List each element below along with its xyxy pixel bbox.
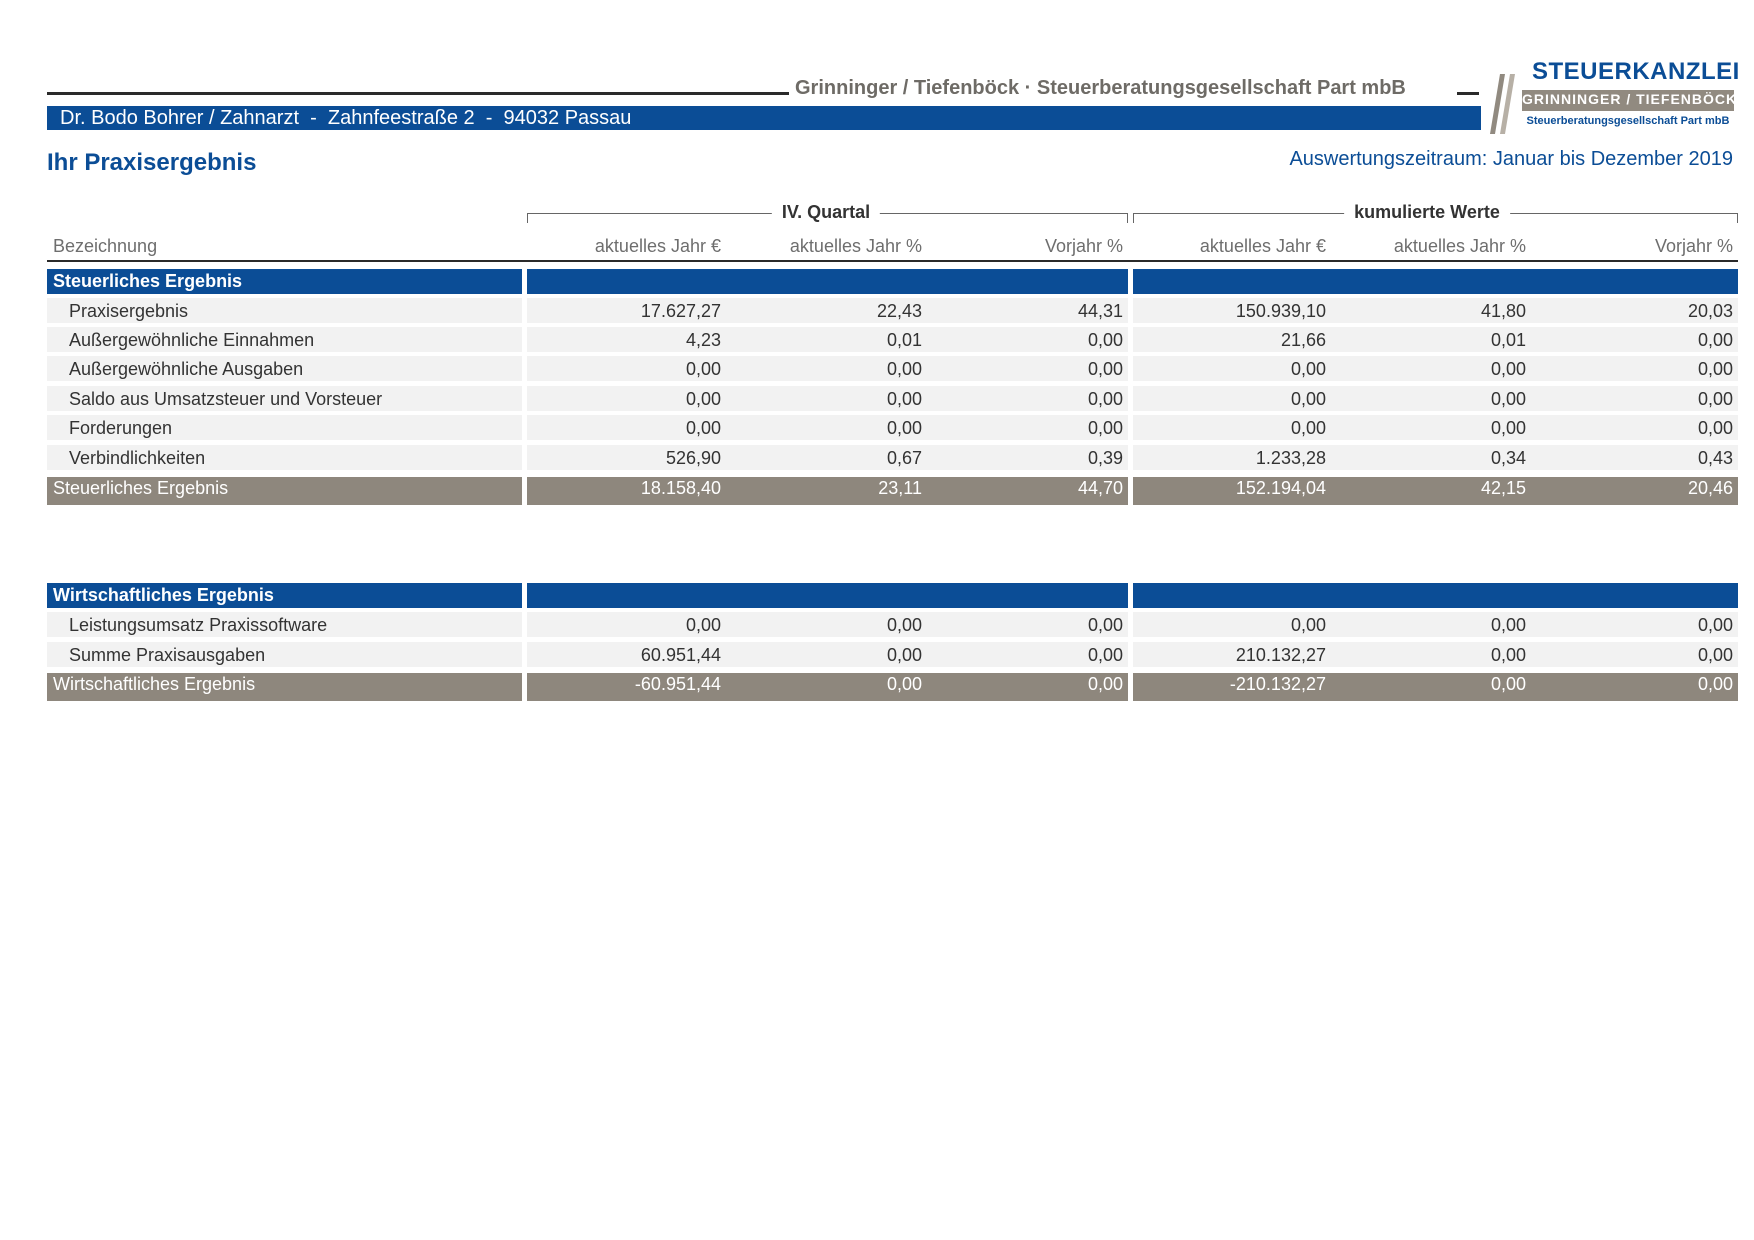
section-title: Steuerliches Ergebnis (53, 271, 243, 291)
header-divider (47, 260, 1738, 262)
cumulative-bracket-left (1133, 213, 1134, 223)
cell-value: 0,00 (685, 418, 721, 438)
total-row-economic (0, 673, 1754, 700)
cell-value: 0,00 (1290, 389, 1326, 409)
cell-value: 0,00 (1490, 389, 1526, 409)
cell-value: 0,00 (1697, 330, 1733, 350)
cell-value: 0,00 (1087, 418, 1123, 438)
row-label: Außergewöhnliche Ausgaben (69, 359, 304, 379)
column-header-cum-current-pct: aktuelles Jahr % (1393, 236, 1526, 256)
cell-value: 22,43 (876, 301, 922, 321)
cell-value: 0,00 (1087, 389, 1123, 409)
cell-value: 0,00 (886, 418, 922, 438)
logo-title: STEUERKANZLEI (1532, 58, 1740, 85)
logo-subtitle: Steuerberatungsgesellschaft Part mbB (1526, 115, 1730, 127)
table-row (0, 386, 1754, 413)
total-value: 42,15 (1480, 478, 1526, 498)
table-row (0, 612, 1754, 639)
total-value: 18.158,40 (640, 478, 721, 498)
quarter-bracket-right (1127, 213, 1128, 223)
cell-value: 0,00 (886, 615, 922, 635)
cell-value: 0,00 (1087, 330, 1123, 350)
cell-value: 0,00 (1087, 615, 1123, 635)
cell-value: 0,00 (685, 389, 721, 409)
cell-value: 0,00 (1290, 418, 1326, 438)
cell-value: 0,00 (685, 615, 721, 635)
cell-value: 41,80 (1480, 301, 1526, 321)
cell-value: 0,00 (1490, 418, 1526, 438)
section-header-tax (0, 269, 1754, 296)
cell-value: 0,43 (1697, 448, 1733, 468)
cell-value: 0,00 (886, 389, 922, 409)
cell-value: 0,00 (886, 359, 922, 379)
cell-value: 20,03 (1687, 301, 1733, 321)
evaluation-period: Auswertungszeitraum: Januar bis Dezember 2019 (1289, 148, 1733, 170)
cell-value: 4,23 (685, 330, 721, 350)
cumulative-group-label: kumulierte Werte (1344, 202, 1510, 223)
quarter-group-label: IV. Quartal (772, 202, 880, 223)
table-row (0, 356, 1754, 383)
total-value: 0,00 (886, 674, 922, 694)
cell-value: 1.233,28 (1255, 448, 1326, 468)
cell-value: 0,00 (1290, 615, 1326, 635)
total-value: 152.194,04 (1235, 478, 1326, 498)
cell-value: 0,00 (886, 645, 922, 665)
section-title: Wirtschaftliches Ergebnis (53, 585, 274, 605)
cell-value: 0,00 (1697, 389, 1733, 409)
row-label: Außergewöhnliche Einnahmen (69, 330, 315, 350)
column-header-quarter-current-eur: aktuelles Jahr € (594, 236, 721, 256)
quarter-bracket-left (527, 213, 528, 223)
cell-value: 0,00 (1697, 418, 1733, 438)
cell-value: 0,39 (1087, 448, 1123, 468)
column-header-quarter-current-pct: aktuelles Jahr % (789, 236, 922, 256)
total-label: Steuerliches Ergebnis (53, 478, 229, 498)
total-row-tax (0, 477, 1754, 504)
table-row (0, 415, 1754, 442)
cell-value: 0,01 (886, 330, 922, 350)
total-value: 20,46 (1687, 478, 1733, 498)
total-label: Wirtschaftliches Ergebnis (53, 674, 256, 694)
cell-value: 526,90 (665, 448, 721, 468)
column-header-cum-prev-pct: Vorjahr % (1654, 236, 1733, 256)
total-value: 0,00 (1697, 674, 1733, 694)
cell-value: 0,67 (886, 448, 922, 468)
header-rule (47, 92, 789, 95)
cell-value: 21,66 (1280, 330, 1326, 350)
firm-logo (1490, 58, 1740, 134)
firm-name: Grinninger / Tiefenböck · Steuerberatungsgesellschaft Part mbB (795, 77, 1406, 99)
row-label: Summe Praxisausgaben (69, 645, 266, 665)
cell-value: 0,00 (1087, 359, 1123, 379)
cell-value: 0,34 (1490, 448, 1526, 468)
row-label: Verbindlichkeiten (69, 448, 206, 468)
cell-value: 150.939,10 (1235, 301, 1326, 321)
total-value: -60.951,44 (634, 674, 721, 694)
total-value: 0,00 (1490, 674, 1526, 694)
cell-value: 44,31 (1077, 301, 1123, 321)
cell-value: 0,00 (1697, 645, 1733, 665)
cell-value: 0,00 (1490, 645, 1526, 665)
cell-value: 210.132,27 (1235, 645, 1326, 665)
row-label: Saldo aus Umsatzsteuer und Vorsteuer (69, 389, 383, 409)
column-header-quarter-prev-pct: Vorjahr % (1044, 236, 1123, 256)
row-label: Forderungen (69, 418, 173, 438)
report-title: Ihr Praxisergebnis (47, 149, 257, 176)
cell-value: 0,00 (1290, 359, 1326, 379)
table-row (0, 327, 1754, 354)
header-rule-end (1457, 92, 1479, 95)
section-header-economic (0, 583, 1754, 610)
logo-names: GRINNINGER / TIEFENBÖCK (1522, 91, 1738, 107)
total-value: -210.132,27 (1229, 674, 1326, 694)
cell-value: 0,00 (1490, 615, 1526, 635)
row-label: Praxisergebnis (69, 301, 189, 321)
cell-value: 0,01 (1490, 330, 1526, 350)
column-header-label: Bezeichnung (53, 236, 158, 256)
cell-value: 60.951,44 (640, 645, 721, 665)
cumulative-bracket-right (1737, 213, 1738, 223)
logo-slashes-icon (1490, 74, 1520, 134)
cell-value: 0,00 (1697, 615, 1733, 635)
cell-value: 0,00 (1697, 359, 1733, 379)
total-value: 23,11 (878, 478, 922, 498)
table-row (0, 298, 1754, 325)
total-value: 44,70 (1077, 478, 1123, 498)
cell-value: 17.627,27 (640, 301, 721, 321)
table-row (0, 642, 1754, 669)
row-label: Leistungsumsatz Praxissoftware (69, 615, 328, 635)
cell-value: 0,00 (1087, 645, 1123, 665)
total-value: 0,00 (1087, 674, 1123, 694)
cell-value: 0,00 (1490, 359, 1526, 379)
column-header-cum-current-eur: aktuelles Jahr € (1199, 236, 1326, 256)
client-info: Dr. Bodo Bohrer / Zahnarzt - Zahnfeestraße 2 - 94032 Passau (60, 107, 632, 129)
cell-value: 0,00 (685, 359, 721, 379)
table-row (0, 445, 1754, 472)
